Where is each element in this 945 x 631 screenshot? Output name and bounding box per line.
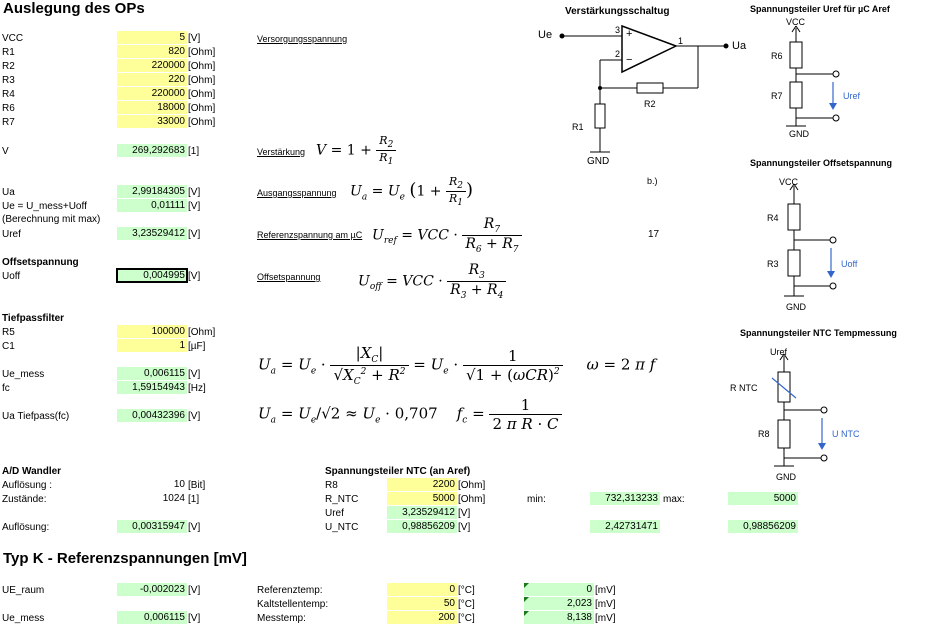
label-ua: Ua — [2, 187, 15, 198]
cell-aufloesung-bit[interactable]: 10 — [173, 479, 185, 490]
cell-ua-tp[interactable]: 0,00432396 — [117, 409, 187, 422]
unit-untc: [V] — [458, 522, 471, 533]
label-aufloesung: Auflösung : — [2, 480, 53, 491]
unit-referenztemp: [°C] — [458, 585, 475, 596]
unit-messtemp: [°C] — [458, 613, 475, 624]
op-pin2: 2 — [615, 49, 621, 59]
cell-aufloesung-v[interactable]: 0,00315947 — [117, 520, 187, 533]
unit-aufloesung-v: [V] — [188, 522, 201, 533]
schematic-offset-title: Spannungsteiler Offsetspannung — [750, 158, 893, 168]
unit-kaltstellentemp: [°C] — [458, 599, 475, 610]
label-ue: Ue = U_mess+Uoff — [2, 201, 87, 212]
uref-r7: R7 — [771, 91, 783, 101]
op-r2-label: R2 — [644, 99, 656, 109]
unit-v: [1] — [188, 146, 200, 157]
unit-rntc: [Ohm] — [458, 494, 486, 505]
unit-uoff: [V] — [188, 271, 201, 282]
schematic-uref-title: Spannungsteiler Uref für µC Aref — [750, 4, 890, 14]
offset-out: Uoff — [841, 259, 858, 269]
cell-min-untc[interactable]: 2,42731471 — [590, 520, 660, 533]
label-ue-mess: Ue_mess — [2, 369, 45, 380]
formula-ua: $U_a = U_e$ (1 + $\frac{R_2}{R_1}$ ) — [350, 175, 474, 209]
unit-ue: [V] — [188, 201, 201, 212]
note-ue: (Berechnung mit max) — [2, 214, 101, 225]
cell-v[interactable]: 269,292683 — [117, 144, 187, 157]
label-aufloesung-v: Auflösung: — [2, 522, 50, 533]
cell-ua[interactable]: 2,99184305 — [117, 185, 187, 198]
label-r1: R1 — [2, 47, 15, 58]
cell-ue-mess[interactable]: 0,006115 — [117, 367, 187, 380]
cell-max-rntc[interactable]: 5000 — [728, 492, 798, 505]
unit-r8: [Ohm] — [458, 480, 486, 491]
cell-mess-mv[interactable]: 8,138 — [524, 611, 594, 624]
desc-v: Verstärkung — [257, 147, 306, 157]
uref-vcc: VCC — [786, 17, 806, 27]
label-r2: R2 — [2, 61, 15, 72]
unit-uref: [V] — [188, 229, 201, 240]
uref-r6: R6 — [771, 51, 783, 61]
unit-ue-raum: [V] — [188, 585, 201, 596]
offset-gnd: GND — [786, 302, 806, 312]
unit-fc: [Hz] — [188, 383, 206, 394]
unit-r1: [Ohm] — [188, 47, 216, 58]
label-fc: fc — [2, 383, 10, 394]
desc-uref: Referenzspannung am µC — [257, 230, 363, 240]
label-r7: R7 — [2, 117, 15, 128]
cell-ntc-uref[interactable]: 3,23529412 — [387, 506, 457, 519]
op-pin3: 3 — [615, 25, 621, 35]
formula-uoff: $U_{off}$ = VCC · $\frac{R_3}{R_3 + R_4}$ — [358, 262, 506, 301]
cell-r5[interactable]: 100000 — [117, 325, 187, 338]
ntc-r8: R8 — [758, 429, 770, 439]
uref-out: Uref — [843, 91, 861, 101]
cell-r6[interactable]: 18000 — [117, 101, 187, 114]
cell-zustaende[interactable]: 1024 — [162, 493, 185, 504]
heading-offset: Offsetspannung — [2, 257, 79, 268]
op-ue-label: Ue — [538, 29, 553, 41]
cell-r4[interactable]: 220000 — [117, 87, 187, 100]
unit-aufloesung-bit: [Bit] — [188, 480, 206, 491]
label-max: max: — [663, 494, 685, 505]
unit-r4: [Ohm] — [188, 89, 216, 100]
unit-kaltstellen-mv: [mV] — [595, 599, 616, 610]
heading-ntc: Spannungsteiler NTC (an Aref) — [325, 466, 471, 477]
uref-gnd: GND — [789, 129, 809, 139]
label-uref: Uref — [2, 229, 21, 240]
unit-zustaende: [1] — [188, 494, 200, 505]
unit-ue-mess: [V] — [188, 369, 201, 380]
cell-r8[interactable]: 2200 — [387, 478, 457, 491]
unit-referenz-mv: [mV] — [595, 585, 616, 596]
op-plus: + — [626, 28, 633, 40]
cell-vcc[interactable]: 5 — [117, 31, 187, 44]
cell-r7[interactable]: 33000 — [117, 115, 187, 128]
op-gnd-label: GND — [587, 156, 610, 167]
unit-r2: [Ohm] — [188, 61, 216, 72]
label-ue-raum: UE_raum — [2, 585, 45, 596]
op-pin1: 1 — [678, 36, 684, 46]
label-referenztemp: Referenztemp: — [257, 585, 323, 596]
label-r5: R5 — [2, 327, 15, 338]
cell-fc[interactable]: 1,59154943 — [117, 381, 187, 394]
cell-max-untc[interactable]: 0,98856209 — [728, 520, 798, 533]
formula-v: V = 1 + $\frac{R_2}{R_1}$ — [316, 134, 396, 167]
label-r4: R4 — [2, 89, 15, 100]
cell-rntc[interactable]: 5000 — [387, 492, 457, 505]
op-r1-label: R1 — [572, 122, 584, 132]
op-note: b.) — [647, 176, 658, 186]
unit-typk-ue-mess: [V] — [188, 613, 201, 624]
label-min: min: — [527, 494, 546, 505]
cell-min-rntc[interactable]: 732,313233 — [590, 492, 660, 505]
page-title: Auslegung des OPs — [3, 0, 145, 17]
cell-untc[interactable]: 0,98856209 — [387, 520, 457, 533]
schematic-op-title: Verstärkungsschaltug — [565, 6, 670, 17]
unit-r6: [Ohm] — [188, 103, 216, 114]
formula-tiefpass-1: $U_a = U_e$ · $\frac{|X_C|}{√X_C^2 + R^2}$ = $U_e$ · $\frac{1}{√1 + (\omega CR)^2}$ ω = 2 π f — [258, 344, 656, 387]
op-minus: − — [626, 54, 633, 66]
cell-referenztemp[interactable]: 0 — [387, 583, 457, 596]
label-vcc: VCC — [2, 33, 24, 44]
op-ua-label: Ua — [732, 40, 747, 52]
formula-uref: $U_{ref}$ = VCC · $\frac{R_7}{R_6 + R_7}$ — [372, 216, 522, 255]
offset-vcc: VCC — [779, 177, 799, 187]
unit-vcc: [V] — [188, 33, 201, 44]
cell-messtemp[interactable]: 200 — [387, 611, 457, 624]
label-r3: R3 — [2, 75, 15, 86]
label-zustaende: Zustände: — [2, 494, 47, 505]
label-v: V — [2, 146, 9, 157]
ntc-top: Uref — [770, 347, 788, 357]
cell-typk-ue-mess[interactable]: 0,006115 — [117, 611, 187, 624]
label-r8: R8 — [325, 480, 338, 491]
unit-ntc-uref: [V] — [458, 508, 471, 519]
unit-mess-mv: [mV] — [595, 613, 616, 624]
label-ntc-uref: Uref — [325, 508, 344, 519]
ntc-rntc: R NTC — [730, 383, 758, 393]
label-messtemp: Messtemp: — [257, 613, 306, 624]
desc-vcc: Versorgungsspannung — [257, 34, 348, 44]
label-ua-tp: Ua Tiefpass(fc) — [2, 411, 70, 422]
cell-referenz-mv[interactable]: 0 — [524, 583, 594, 596]
label-c1: C1 — [2, 341, 15, 352]
label-kaltstellentemp: Kaltstellentemp: — [257, 599, 329, 610]
cell-r3[interactable]: 220 — [117, 73, 187, 86]
label-r6: R6 — [2, 103, 15, 114]
schematic-ntc-title: Spannungsteiler NTC Tempmessung — [740, 328, 897, 338]
cell-c1[interactable]: 1 — [117, 339, 187, 352]
ntc-out: U NTC — [832, 429, 860, 439]
cell-kaltstellen-mv[interactable]: 2,023 — [524, 597, 594, 610]
offset-r3: R3 — [767, 259, 779, 269]
unit-c1: [µF] — [188, 341, 206, 352]
cell-uref[interactable]: 3,23529412 — [117, 227, 187, 240]
unit-r3: [Ohm] — [188, 75, 216, 86]
cell-ue[interactable]: 0,01111 — [117, 199, 187, 212]
heading-typk: Typ K - Referenzspannungen [mV] — [3, 550, 247, 567]
desc-uoff: Offsetspannung — [257, 272, 321, 282]
unit-ua: [V] — [188, 187, 201, 198]
label-typk-ue-mess: Ue_mess — [2, 613, 45, 624]
unit-ua-tp: [V] — [188, 411, 201, 422]
cell-r2[interactable]: 220000 — [117, 59, 187, 72]
cell-uoff[interactable]: 0,004995 — [117, 269, 187, 282]
heading-ad: A/D Wandler — [2, 466, 62, 477]
cell-ue-raum[interactable]: -0,002023 — [117, 583, 187, 596]
formula-tiefpass-2: $U_a = U_e/√2 \approx U_e \cdot 0,707$ $f_c$ = $\frac{1}{\text{2 π R · C}}$ — [258, 396, 562, 433]
desc-ua: Ausgangsspannung — [257, 188, 337, 198]
unit-r7: [Ohm] — [188, 117, 216, 128]
cell-r1[interactable]: 820 — [117, 45, 187, 58]
side-number: 17 — [648, 229, 660, 240]
label-untc: U_NTC — [325, 522, 359, 533]
label-rntc: R_NTC — [325, 494, 359, 505]
unit-r5: [Ohm] — [188, 327, 216, 338]
offset-r4: R4 — [767, 213, 779, 223]
cell-kaltstellentemp[interactable]: 50 — [387, 597, 457, 610]
label-uoff: Uoff — [2, 271, 21, 282]
heading-tiefpass: Tiefpassfilter — [2, 313, 65, 324]
ntc-gnd: GND — [776, 472, 796, 482]
